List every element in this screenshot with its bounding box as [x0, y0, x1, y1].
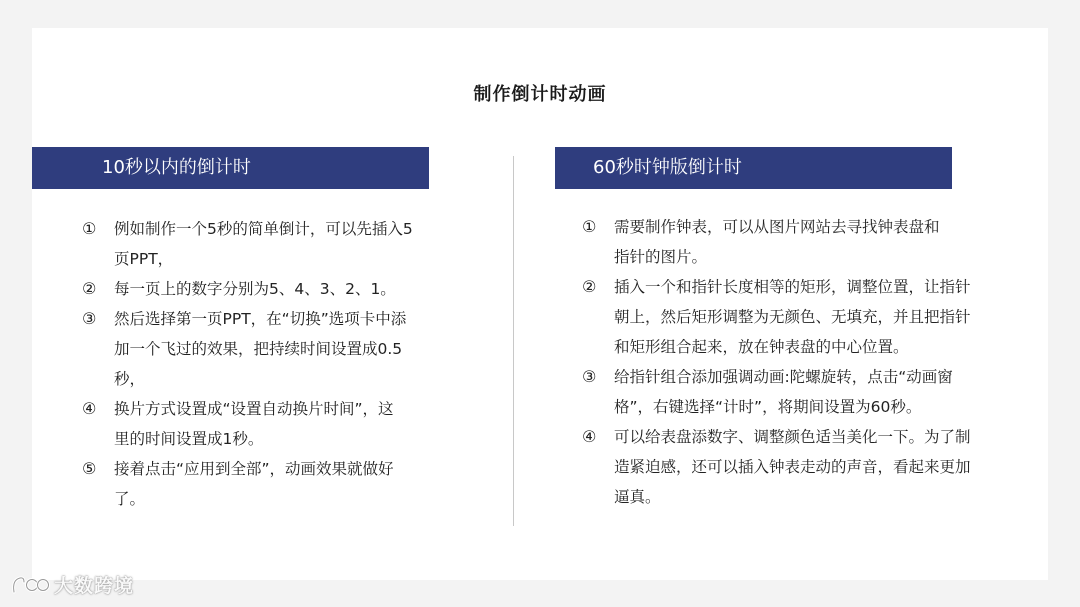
watermark-logo: [10, 571, 134, 598]
step-text: 需要制作钟表，可以从图片网站去寻找钟表盘和指针的图片。: [614, 218, 940, 266]
list-item: [582, 422, 977, 512]
step-text: 换片方式设置成“设置自动换片时间”，这里的时间设置成1秒。: [114, 400, 394, 448]
right-column-header: 60秒时钟版倒计时: [555, 147, 952, 189]
step-text: 接着点击“应用到全部”，动画效果就做好了。: [114, 460, 394, 508]
step-text: 例如制作一个5秒的简单倒计，可以先插入5页PPT，: [114, 220, 413, 268]
step-text: 每一页上的数字分别为5、4、3、2、1。: [114, 280, 396, 298]
page-title: 制作倒计时动画: [473, 84, 607, 105]
brand-logo-icon: [10, 572, 50, 598]
step-number: ①: [82, 219, 97, 238]
list-item: [82, 394, 407, 454]
slide: [32, 28, 1048, 580]
list-item: [582, 362, 972, 422]
list-item: [582, 212, 952, 272]
column-divider: [513, 156, 514, 526]
list-item: [82, 214, 422, 274]
left-step-list: [82, 214, 432, 514]
step-number: ③: [82, 309, 97, 328]
list-item: [82, 304, 417, 394]
right-step-list: [582, 212, 977, 512]
watermark-text: 大数跨境: [54, 575, 135, 597]
left-column-header: 10秒以内的倒计时: [32, 147, 429, 189]
step-number: ①: [582, 217, 597, 236]
list-item: [82, 454, 407, 514]
step-number: ④: [82, 399, 97, 418]
step-number: ⑤: [82, 459, 97, 478]
step-text: 可以给表盘添数字、调整颜色适当美化一下。为了制造紧迫感，还可以插入钟表走动的声音，看起来更加逼真。: [614, 428, 971, 506]
step-number: ②: [582, 277, 597, 296]
step-text: 然后选择第一页PPT，在“切换”选项卡中添加一个飞过的效果，把持续时间设置成0.5秒，: [114, 310, 407, 388]
list-item: [82, 274, 432, 304]
step-number: ③: [582, 367, 597, 386]
step-number: ②: [82, 279, 97, 298]
step-number: ④: [582, 427, 597, 446]
list-item: [582, 272, 977, 362]
step-text: 插入一个和指针长度相等的矩形，调整位置，让指针朝上，然后矩形调整为无颜色、无填充，并且把指针和矩形组合起来，放在钟表盘的中心位置。: [614, 278, 971, 356]
step-text: 给指针组合添加强调动画:陀螺旋转，点击“动画窗格”，右键选择“计时”，将期间设置为60秒。: [614, 368, 953, 416]
